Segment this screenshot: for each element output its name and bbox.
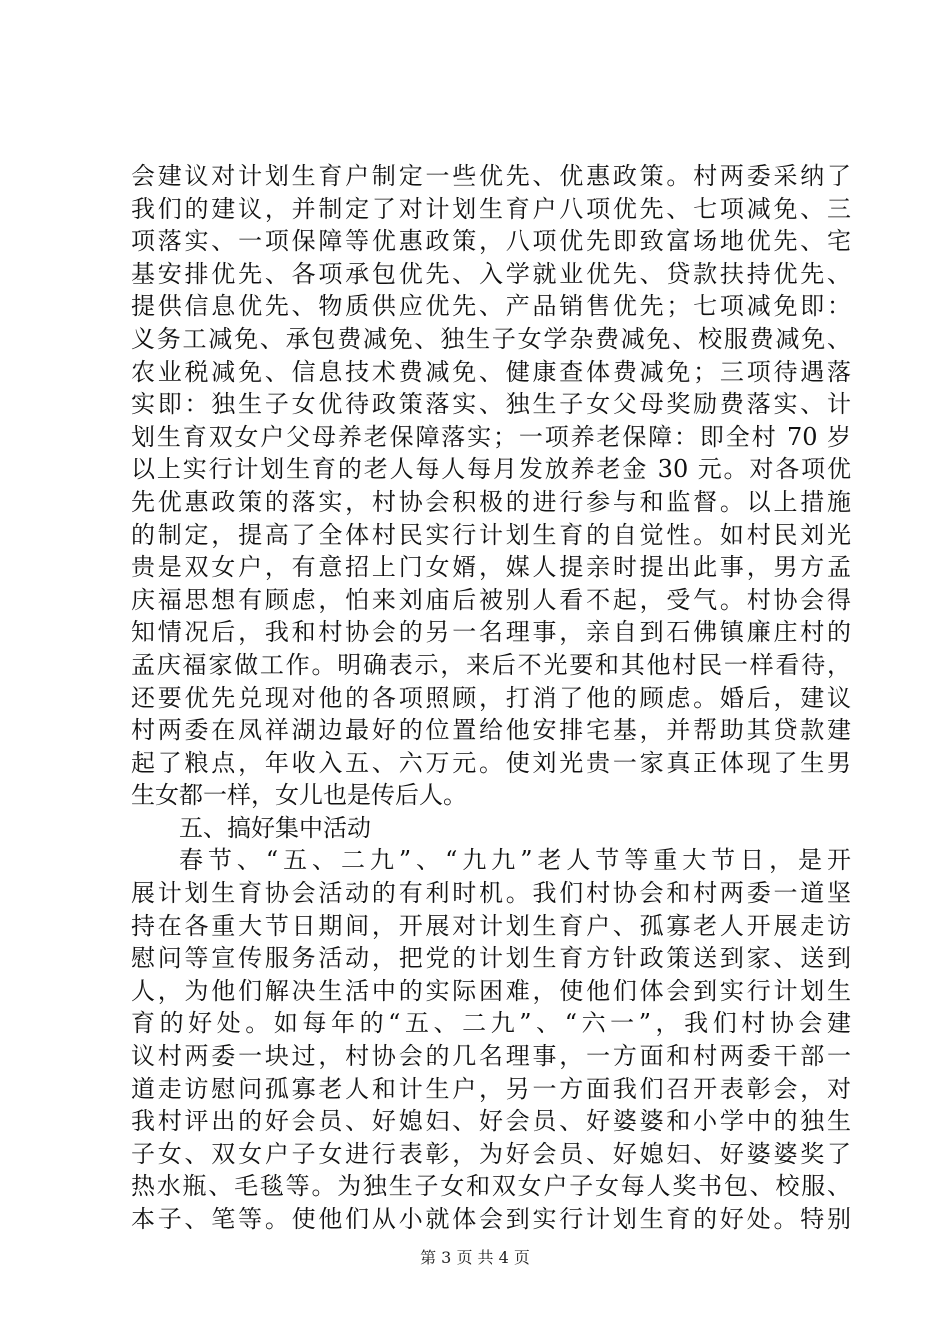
text-line: 先优惠政策的落实，村协会积极的进行参与和监督。以上措施 bbox=[131, 487, 851, 516]
text-line: 春节、“五、二九”、“九九”老人节等重大节日，是开 bbox=[179, 846, 851, 875]
text-line: 还要优先兑现对他的各项照顾，打消了他的顾虑。婚后，建议 bbox=[131, 683, 851, 712]
text-line: 热水瓶、毛毯等。为独生子女和双女户子女每人奖书包、校服、 bbox=[131, 1172, 851, 1201]
text-line: 持在各重大节日期间，开展对计划生育户、孤寡老人开展走访 bbox=[131, 911, 851, 940]
text-line: 孟庆福家做工作。明确表示，来后不光要和其他村民一样看待， bbox=[131, 650, 851, 679]
text-line: 提供信息优先、物质供应优先、产品销售优先；七项减免即： bbox=[131, 292, 851, 321]
text-line: 人，为他们解决生活中的实际困难，使他们体会到实行计划生 bbox=[131, 976, 851, 1005]
page-footer: 第 3 页 共 4 页 bbox=[420, 1248, 530, 1267]
text-line: 基安排优先、各项承包优先、入学就业优先、贷款扶持优先、 bbox=[131, 259, 851, 288]
text-line: 育的好处。如每年的“五、二九”、“六一”，我们村协会建 bbox=[131, 1009, 851, 1038]
text-line: 的制定，提高了全体村民实行计划生育的自觉性。如村民刘光 bbox=[131, 520, 851, 549]
text-line: 贵是双女户，有意招上门女婿，媒人提亲时提出此事，男方孟 bbox=[131, 553, 851, 582]
text-line: 我们的建议，并制定了对计划生育户八项优先、七项减免、三 bbox=[131, 194, 851, 223]
text-line: 会建议对计划生育户制定一些优先、优惠政策。村两委采纳了 bbox=[131, 162, 851, 190]
text-line: 慰问等宣传服务活动，把党的计划生育方针政策送到家、送到 bbox=[131, 944, 851, 973]
text-line: 实即：独生子女优待政策落实、独生子女父母奖励费落实、计 bbox=[131, 390, 851, 419]
text-line: 项落实、一项保障等优惠政策，八项优先即致富场地优先、宅 bbox=[131, 227, 851, 256]
text-line: 我村评出的好会员、好媳妇、好会员、好婆婆和小学中的独生 bbox=[131, 1107, 851, 1136]
text-line: 展计划生育协会活动的有利时机。我们村协会和村两委一道坚 bbox=[131, 879, 851, 908]
section-heading: 五、搞好集中活动 bbox=[179, 813, 371, 842]
text-line: 义务工减免、承包费减免、独生子女学杂费减免、校服费减免、 bbox=[131, 324, 851, 353]
document-body bbox=[131, 160, 851, 1236]
text-line: 议村两委一块过，村协会的几名理事，一方面和村两委干部一 bbox=[131, 1042, 851, 1071]
text-line: 庆福思想有顾虑，怕来刘庙后被别人看不起，受气。村协会得 bbox=[131, 585, 851, 614]
text-line: 起了粮点，年收入五、六万元。使刘光贵一家真正体现了生男 bbox=[131, 748, 851, 777]
text-line: 本子、笔等。使他们从小就体会到实行计划生育的好处。特别 bbox=[131, 1205, 851, 1233]
text-line: 农业税减免、信息技术费减免、健康查体费减免；三项待遇落 bbox=[131, 357, 851, 386]
text-line: 划生育双女户父母养老保障落实；一项养老保障：即全村 70 岁 bbox=[131, 422, 851, 451]
text-line: 生女都一样，女儿也是传后人。 bbox=[131, 781, 467, 810]
text-line: 村两委在凤祥湖边最好的位置给他安排宅基，并帮助其贷款建 bbox=[131, 716, 851, 745]
text-line: 以上实行计划生育的老人每人每月发放养老金 30 元。对各项优 bbox=[131, 455, 851, 484]
text-line: 子女、双女户子女进行表彰，为好会员、好媳妇、好婆婆奖了 bbox=[131, 1139, 851, 1168]
text-line: 道走访慰问孤寡老人和计生户，另一方面我们召开表彰会，对 bbox=[131, 1074, 851, 1103]
text-line: 知情况后，我和村协会的另一名理事，亲自到石佛镇廉庄村的 bbox=[131, 618, 851, 647]
